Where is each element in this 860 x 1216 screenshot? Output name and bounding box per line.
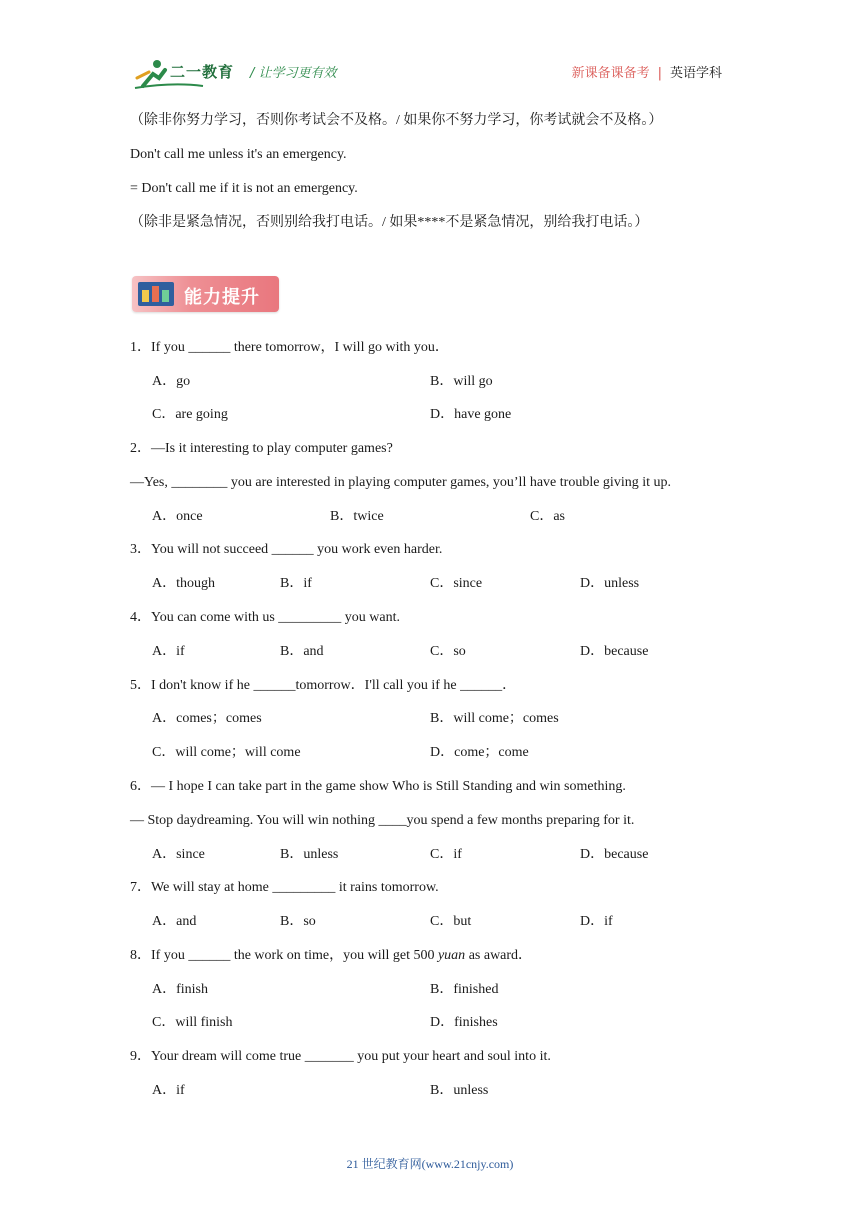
option[interactable]: A．once <box>152 509 203 524</box>
option[interactable]: B．finished <box>430 982 499 997</box>
option[interactable]: C．if <box>430 847 462 862</box>
question-stem: 1．If you ______ there tomorrow，I will go with you． <box>130 340 449 355</box>
stem-italic: yuan <box>437 948 466 963</box>
option[interactable]: A．go <box>152 374 191 389</box>
page-header <box>0 0 860 100</box>
option[interactable]: A．if <box>152 644 185 659</box>
option[interactable]: D．come；come <box>430 745 529 760</box>
stem-text: as award． <box>465 948 533 963</box>
option[interactable]: C．but <box>430 914 472 929</box>
option[interactable]: A．finish <box>152 982 208 997</box>
option[interactable]: B．twice <box>330 509 384 524</box>
question-stem: 4．You can come with us _________ you want. <box>130 610 401 625</box>
option[interactable]: D．if <box>580 914 613 929</box>
option[interactable]: C．as <box>530 509 565 524</box>
option[interactable]: D．because <box>580 847 649 862</box>
intro-line: Don't call me unless it's an emergency. <box>130 147 347 162</box>
option[interactable]: A．if <box>152 1083 185 1098</box>
option[interactable]: C．since <box>430 576 483 591</box>
intro-line: （除非是紧急情况，否则别给我打电话。/ 如果****不是紧急情况，别给我打电话。） <box>130 215 649 230</box>
option[interactable]: D．because <box>580 644 649 659</box>
option[interactable]: A．though <box>152 576 215 591</box>
option[interactable]: A．comes；comes <box>152 711 262 726</box>
logo-text: 二一教育 <box>170 63 235 81</box>
option[interactable]: B．will come；comes <box>430 711 559 726</box>
question-stem: 5．I don't know if he ______tomorrow．I'll call you if he ______． <box>130 678 517 693</box>
question-stem: 6．— I hope I can take part in the game show Who is Still Standing and win something. <box>130 779 626 794</box>
option[interactable]: A．and <box>152 914 197 929</box>
option[interactable]: D．finishes <box>430 1015 498 1030</box>
section-title: 能力提升 <box>184 287 260 308</box>
option[interactable]: B．unless <box>430 1083 489 1098</box>
header-subject <box>572 62 722 81</box>
page-footer: 21 世纪教育网(www.21cnjy.com) <box>346 1157 514 1171</box>
question-stem: 7．We will stay at home _________ it rains tomorrow. <box>130 880 439 895</box>
option[interactable]: D．have gone <box>430 407 512 422</box>
question-stem: — Stop daydreaming. You will win nothing ____you spend a few months preparing for it. <box>130 813 635 828</box>
question-stem: 2．—Is it interesting to play computer games? <box>130 441 393 456</box>
question-stem: 9．Your dream will come true _______ you put your heart and soul into it. <box>130 1049 551 1064</box>
stem-text: 8．If you ______ the work on time，you will get 500 <box>130 948 438 963</box>
intro-line: （除非你努力学习，否则你考试会不及格。/ 如果你不努力学习，你考试就会不及格。） <box>130 113 663 128</box>
header-subject-label: 英语学科 <box>669 66 722 81</box>
option[interactable]: D．unless <box>580 576 640 591</box>
slogan: / 让学习更有效 <box>250 66 337 81</box>
question-stem: 3．You will not succeed ______ you work even harder. <box>130 542 443 557</box>
ability-icon <box>138 282 174 306</box>
option[interactable]: C．are going <box>152 407 228 422</box>
question-stem: —Yes, ________ you are interested in playing computer games, you’ll have trouble giving it up. <box>130 475 671 490</box>
option[interactable]: B．so <box>280 914 316 929</box>
option[interactable]: C．so <box>430 644 466 659</box>
option[interactable]: B．unless <box>280 847 339 862</box>
option[interactable]: B．if <box>280 576 312 591</box>
option[interactable]: C．will come；will come <box>152 745 301 760</box>
header-tag: 新课备课备考 <box>571 66 650 81</box>
option[interactable]: B．will go <box>430 374 493 389</box>
option[interactable]: B．and <box>280 644 324 659</box>
option[interactable]: A．since <box>152 847 205 862</box>
header-separator: | <box>657 66 662 81</box>
intro-line: = Don't call me if it is not an emergency. <box>130 181 358 196</box>
option[interactable]: C．will finish <box>152 1015 233 1030</box>
question-stem <box>130 947 532 965</box>
